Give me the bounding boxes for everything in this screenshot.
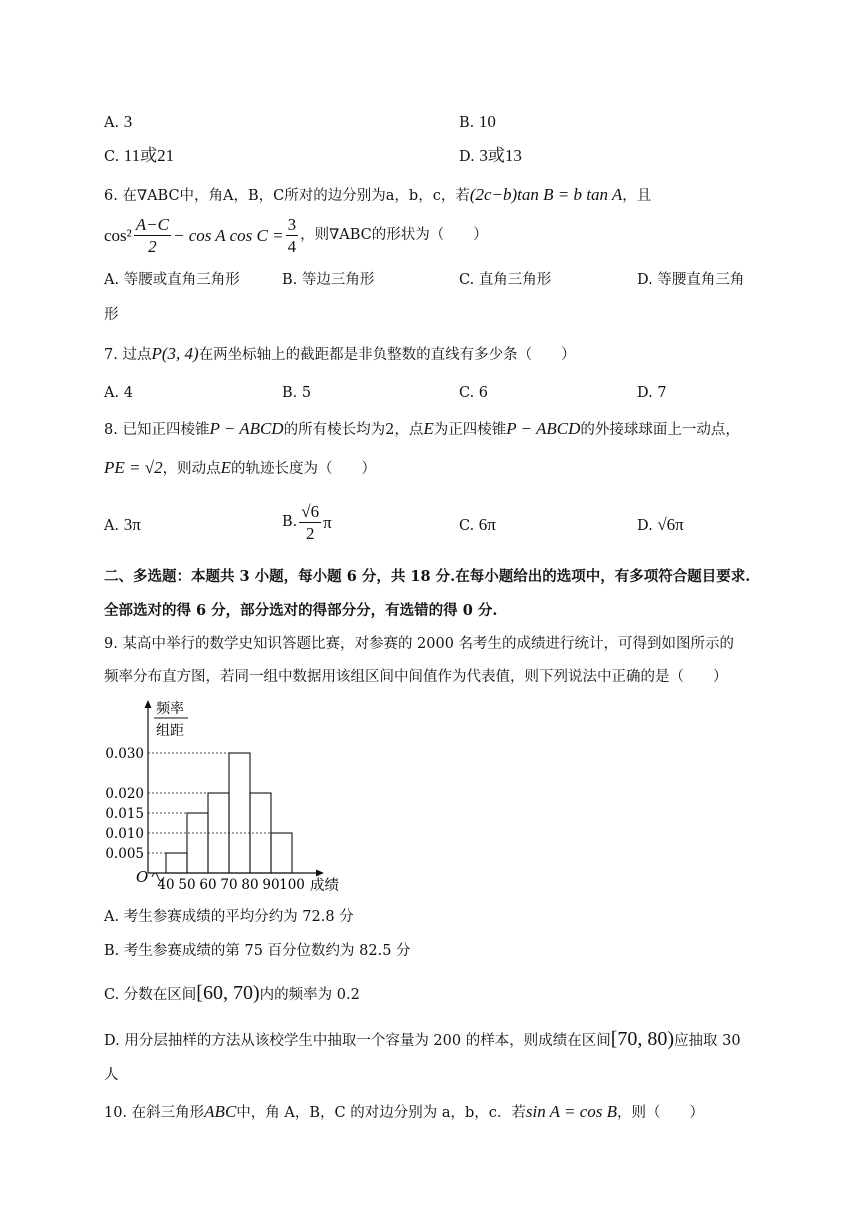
q7-option-c: C. 6	[459, 385, 489, 401]
y-tick-label: 0.010	[105, 826, 144, 842]
q9-option-a: A. 考生参赛成绩的平均分约为 72.8 分	[104, 909, 354, 925]
q8-stem-line1: 8. 已知正四棱锥P − ABCD的所有棱长均为2，点E为正四棱锥P − ABCD的外接球球面上一动点，	[104, 419, 740, 438]
q6-stem-line1: 6. 在∇ABC中，角A，B，C所对的边分别为a，b，c，若(2c−b)tan B = b tan A，且	[104, 185, 652, 204]
histogram-bar	[271, 833, 292, 873]
x-axis-arrow	[316, 870, 324, 877]
origin-label: O	[136, 868, 149, 886]
q9-option-d: D. 用分层抽样的方法从该校学生中抽取一个容量为 200 的样本，则成绩在区间[70, 80)应抽取 30	[104, 1028, 741, 1050]
section2-instructions-line2: 全部选对的得 6 分，部分选对的得部分分，有选错的得 0 分.	[104, 602, 498, 619]
q6-rhs-fraction: $\frac{3}{4}$	[287, 215, 297, 256]
q5-option-d: D. 3或13	[459, 146, 522, 165]
q7-option-b: B. 5	[282, 385, 312, 401]
q7-option-d: D. 7	[637, 385, 667, 401]
q8-option-b-fraction: $\frac{√6}{2}$	[301, 502, 320, 543]
x-tick-label: 100	[279, 877, 305, 893]
frequency-histogram	[96, 696, 366, 896]
q9-option-c: C. 分数在区间[60, 70)内的频率为 0.2	[104, 982, 360, 1004]
q6-fraction: $\frac{A-C}{2}$	[135, 215, 169, 256]
q10-stem: 10. 在斜三角形ABC中，角 A，B，C 的对边分别为 a，b，c．若sin A = cos B，则（ ）	[104, 1102, 705, 1121]
q7-option-a: A. 4	[104, 385, 133, 401]
x-tick-label: 80	[241, 877, 259, 893]
q9-option-b: B. 考生参赛成绩的第 75 百分位数约为 82.5 分	[104, 943, 411, 959]
q6-option-d-wrap: 形	[104, 307, 119, 323]
q6-option-c: C. 直角三角形	[459, 272, 552, 288]
y-tick-label: 0.020	[105, 786, 144, 802]
q6-option-a: A. 等腰或直角三角形	[104, 272, 240, 288]
x-tick-label: 50	[178, 877, 196, 893]
q9-option-d-wrap: 人	[104, 1067, 119, 1083]
q8-option-d: D. √6π	[637, 515, 684, 534]
section2-instructions-line1: 二、多选题：本题共 3 小题，每小题 6 分，共 18 分.在每小题给出的选项中，有多项符合题目要求.	[104, 568, 751, 585]
q5-option-c: C. 11或21	[104, 146, 175, 165]
q5-option-a: A. 3	[104, 112, 133, 131]
histogram-bar	[187, 813, 208, 873]
y-axis-label-top: 频率	[156, 701, 184, 717]
y-axis-arrow	[145, 700, 152, 708]
histogram-bar	[229, 753, 250, 873]
histogram-bar	[166, 853, 187, 873]
q9-stem-line2: 频率分布直方图，若同一组中数据用该组区间中间值作为代表值，则下列说法中正确的是（ ）	[104, 669, 728, 685]
q5-option-b: B. 10	[459, 112, 496, 131]
q9-stem-line1: 9. 某高中举行的数学史知识答题比赛，对参赛的 2000 名考生的成绩进行统计，可得到如图所示的	[104, 636, 735, 652]
y-tick-label: 0.030	[105, 746, 144, 762]
q6-stem-line2: cos² $\frac{A-C}{2}$ − cos A cos C = $\frac{3}{4}$ ，则∇ABC的形状为（ ）	[104, 215, 488, 256]
x-axis-label: 成绩	[310, 878, 339, 894]
q8-option-c: C. 6π	[459, 515, 496, 534]
q6-option-d: D. 等腰直角三角	[637, 272, 745, 288]
q7-stem: 7. 过点P(3, 4)在两坐标轴上的截距都是非负整数的直线有多少条（ ）	[104, 344, 576, 363]
q6-option-b: B. 等边三角形	[282, 272, 375, 288]
x-tick-label: 90	[262, 877, 280, 893]
q8-option-b: B. $\frac{√6}{2}$ π	[282, 502, 332, 543]
y-tick-label: 0.015	[105, 806, 144, 822]
y-axis-label-bottom: 组距	[156, 723, 184, 739]
x-tick-label: 40	[157, 877, 175, 893]
x-tick-label: 70	[220, 877, 238, 893]
y-tick-label: 0.005	[105, 846, 144, 862]
q8-option-a: A. 3π	[104, 515, 141, 534]
x-tick-label: 60	[199, 877, 217, 893]
q8-stem-line2: PE = √2，则动点E的轨迹长度为（ ）	[104, 458, 376, 477]
